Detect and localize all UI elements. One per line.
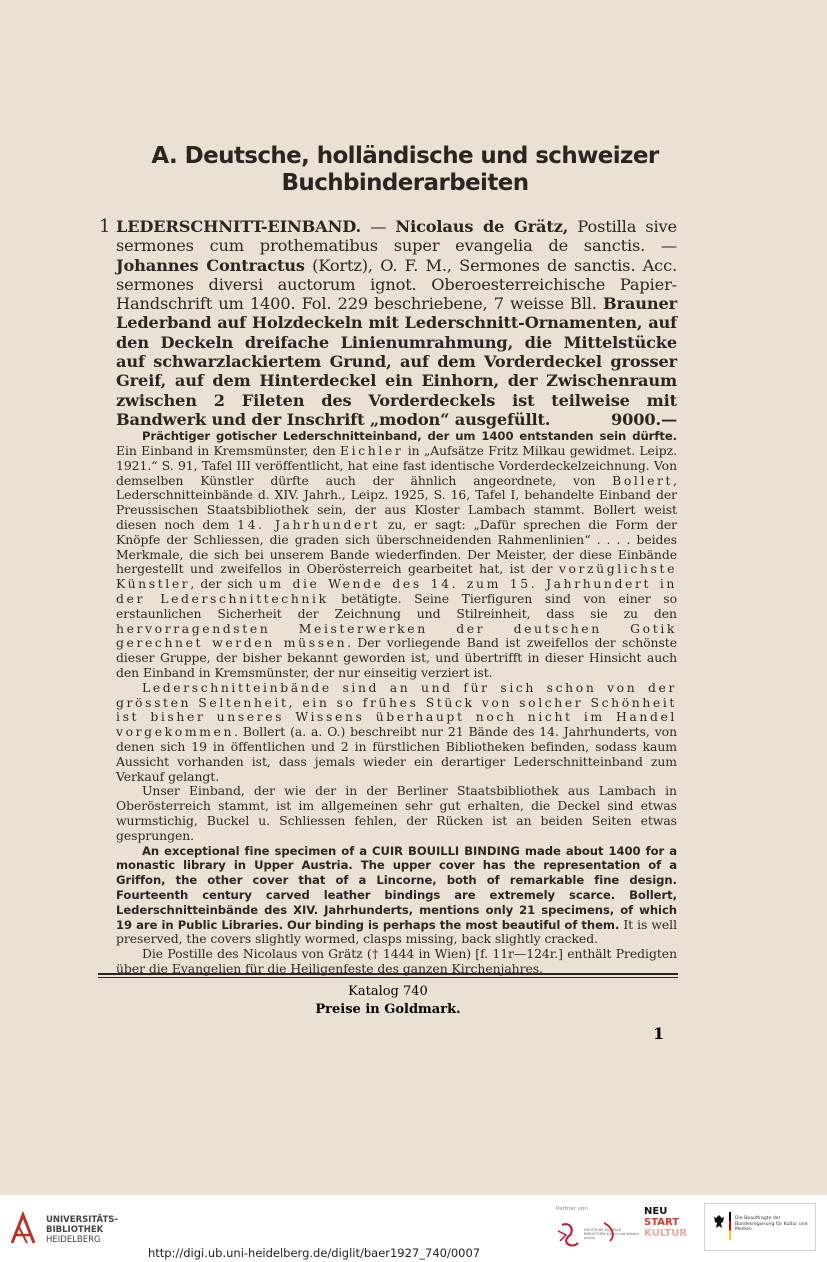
paragraph-2	[116, 681, 677, 785]
heading-line-2: Buchbinderarbeiten	[281, 170, 529, 196]
p1-text-a: Ein Einband in Kremsmünster, den	[116, 443, 341, 459]
paragraph-1	[116, 429, 677, 681]
ub-line-3: HEIDELBERG	[46, 1235, 101, 1245]
entry-title: LEDERSCHNITT-EINBAND.	[116, 217, 362, 236]
page-content	[99, 135, 678, 977]
entry-notes	[116, 429, 677, 976]
partner-label: Partner von	[556, 1206, 588, 1212]
paragraph-3: Unser Einband, der wie der in der Berliner Staatsbibliothek aus Lambach in Oberösterreich stammt, ist im allgemeinen sehr gut erhalten, die Deckel sind etwas wurmstichig, Buckel u. Schliessen fehlen, der Rücken ist an beiden Seiten etwas gesprungen.	[116, 783, 677, 843]
entry-text-1: Postilla sive sermones cum prothematibus super evangelia de sanctis. —	[116, 217, 677, 256]
entry-author: Nicolaus de Grätz,	[395, 217, 569, 236]
p1-text-c: , Lederschnitteinbände d. XIV. Jahrh., Leipz. 1925, S. 16, Tafel I, behandelte Einband der Preussischen Staatsbibliothek sein, der aus Kloster Lambach stammt. Bollert weist diesen noch dem	[116, 472, 677, 533]
federal-eagle-icon	[713, 1214, 725, 1230]
entry-lead	[116, 217, 677, 429]
catalog-footer	[98, 983, 678, 1019]
ub-line-1: UNIVERSITÄTS-	[46, 1215, 118, 1225]
entry-author-2: Johannes Contractus	[116, 255, 305, 275]
preise-note: Preise in Goldmark.	[315, 1002, 461, 1017]
p1-spaced-3: 14. Jahrhundert	[237, 517, 381, 533]
entry-number: 1	[99, 216, 111, 237]
ddb-caption: DEUTSCHE DIGITALE BIBLIOTHEK Kultur und Wissen online	[584, 1228, 639, 1241]
p1-sans: Prächtiger gotischer Lederschnitteinband, der um 1400 entstanden sein dürfte.	[142, 429, 677, 444]
neustart-word-3: KULTUR	[644, 1228, 688, 1239]
p1-text-f: betätigte. Seine Tierfiguren sind von einer so erstaunlichen Sicherheit der Zeichnung und Stilreinheit, dass sie zu den	[116, 591, 677, 621]
ub-heidelberg-logo-icon[interactable]	[8, 1209, 38, 1249]
permalink-url[interactable]: http://digi.ub.uni-heidelberg.de/diglit/baer1927_740/0007	[148, 1246, 481, 1260]
divider-rule	[98, 973, 678, 975]
neustart-word-2: START	[644, 1217, 680, 1228]
paragraph-5: Die Postille des Nicolaus von Grätz († 1444 in Wien) [f. 11r—124r.] enthält Predigten über die Evangelien für die Heiligenfeste des ganzen Kirchenjahres.	[116, 946, 677, 976]
p1-text-g: . Der vorliegende Band ist zweifellos der schönste dieser Gruppe, der bisher bekannt geworden ist, und übertrifft in dieser Hinsicht auch den Einband in Kremsmünster, der nur einseitig verziert ist.	[116, 635, 677, 681]
section-heading	[133, 143, 677, 197]
page-number: 1	[653, 1024, 665, 1043]
p1-text-b: in „Aufsätze Fritz Milkau gewidmet. Leipz. 1921.“ S. 91, Tafel III veröffentlicht, hat eine fast identische Vorderdeckelzeichnung. Von demselben Künstler dürfte auch der ähnlich angeordnete, von	[116, 443, 677, 488]
p4-english: An exceptional fine specimen of a CUIR BOUILLI BINDING made about 1400 for a monastic library in Upper Austria. The upper cover has the representation of a Griffon, the other cover that of a Lincorne, both of remarkable fine design. Fourteenth century carved leather bindings are extremely scarce. Bollert, Lederschnitteinbände des XIV. Jahrhunderts, mentions only 21 specimens, of which 19 are in Public Libraries. Our binding is perhaps the most beautiful of them.	[116, 843, 677, 932]
neustart-word-1: NEU	[644, 1206, 668, 1217]
p1-spaced-2: Bollert	[612, 472, 674, 488]
ub-heidelberg-name[interactable]	[46, 1215, 118, 1245]
p2-text: . Bollert (a. a. O.) beschreibt nur 21 Bände des 14. Jahrhunderts, von denen sich 19 in öffentlichen und 2 in fürstlichen Bibliotheken befinden, sodass kaum Aussicht vorhanden ist, dass jemals wieder ein derartiger Lederschnitteinband zum Verkauf gelangt.	[116, 724, 677, 784]
heading-line-1: A. Deutsche, holländische und schweizer	[151, 143, 659, 169]
p4-text: It is well preserved, the covers slightly wormed, clasps missing, back slightly cracked.	[116, 916, 678, 947]
p1-spaced-6: hervorragendsten Meisterwerken der deutschen Gotik gerechnet werden müssen	[116, 620, 677, 651]
paragraph-4	[116, 844, 677, 948]
divider-rule-thin	[98, 977, 678, 978]
entry-dash: —	[361, 217, 396, 236]
neustart-kultur-logo[interactable]	[644, 1206, 688, 1239]
katalog-number: Katalog 740	[348, 984, 428, 999]
ub-line-2: BIBLIOTHEK	[46, 1225, 104, 1235]
entry-binding-description: Brauner Lederband auf Holzdeckeln mit Lederschnitt-Ornamenten, auf den Deckeln dreifache Linienumrahmung, die Mittelstücke auf schwarzlackiertem Grund, auf dem Vorderdeckel grosser Greif, auf dem Hinterdeckel ein Einhorn, der Zwischenraum zwischen 2 Fileten des Vorderdeckels ist teilweise mit Bandwerk und der Inschrift „modon“ ausgefüllt.	[116, 294, 677, 429]
bkm-logo-box[interactable]	[704, 1203, 816, 1251]
entry-text-2: (Kortz), O. F. M., Sermones de sanctis. Acc. sermones diversi auctorum ignot. Oberoesterreichische Papier-Handschrift um 1400. Fol. 229 beschriebene, 7 weisse Bll.	[116, 255, 677, 314]
p1-text-d: zu, er sagt: „Dafür sprechen die Form der Knöpfe der Schliessen, die graden sich überschneidenden Rahmenlinien“ . . . . beides Merkmale, die sich bei unserem Bande wiederfinden. Der Meister, der diese Einbände hergestellt und zweifellos in Oberösterreich gearbeitet hat, ist der	[116, 517, 677, 577]
entry-price: 9000.—	[611, 409, 677, 429]
bkm-caption: Die Beauftragte der Bundesregierung für Kultur und Medien	[735, 1216, 808, 1233]
p1-spaced-1: Eichler	[340, 443, 404, 459]
catalog-entry	[99, 216, 678, 977]
p1-text-e: , der sich	[190, 576, 259, 592]
p1-spaced-4: vorzüglichste Künstler	[116, 561, 677, 592]
p2-spaced: Lederschnitteinbände sind an und für sich schon von der grössten Seltenheit, ein so frühes Stück von solcher Schönheit ist bisher unseres Wissens überhaupt noch nicht im Handel vorgekommen	[116, 679, 677, 740]
german-flag-icon	[729, 1212, 731, 1240]
site-footer	[0, 1195, 827, 1262]
p1-spaced-5: um die Wende des 14. zum 15. Jahrhundert in der Lederschnittechnik	[116, 576, 677, 607]
